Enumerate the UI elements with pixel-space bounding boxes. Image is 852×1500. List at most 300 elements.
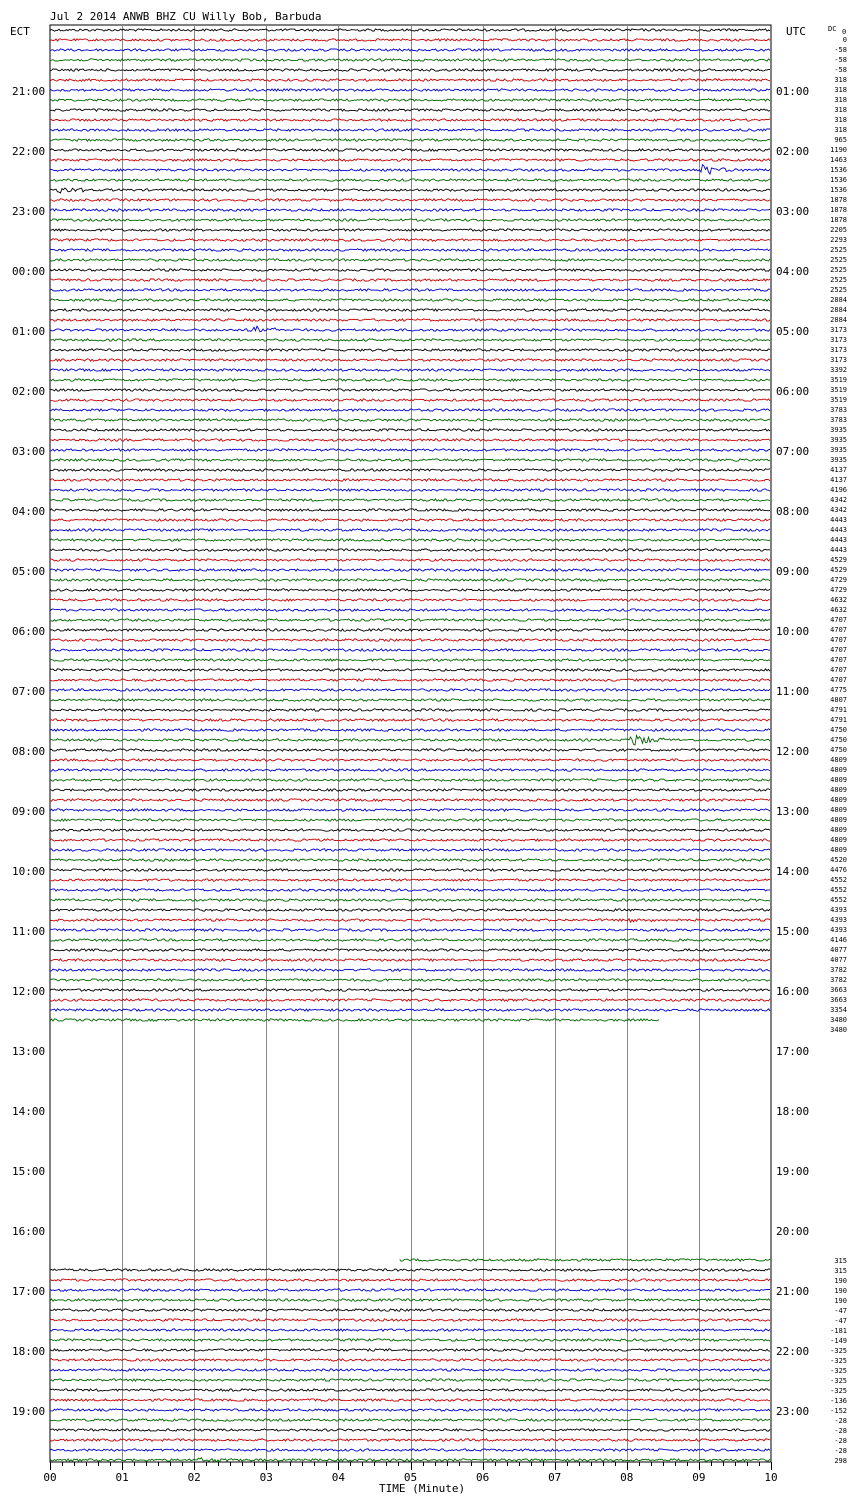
dc-offset-value: 4077	[830, 956, 847, 964]
dc-offset-value: 4476	[830, 866, 847, 874]
dc-offset-value: 298	[834, 1457, 847, 1465]
seismic-trace	[50, 99, 770, 101]
seismic-trace	[50, 359, 770, 361]
seismic-trace	[50, 779, 770, 781]
seismic-trace	[50, 629, 770, 631]
seismic-trace	[50, 1319, 770, 1321]
seismic-trace	[50, 999, 770, 1001]
seismic-trace	[50, 379, 770, 381]
seismic-trace	[50, 529, 770, 531]
x-tick-label: 03	[259, 1471, 273, 1484]
dc-offset-value: 2884	[830, 306, 847, 314]
left-hour-label: 16:00	[12, 1225, 46, 1238]
right-hour-label: 09:00	[776, 565, 810, 578]
dc-offset-value: 4529	[830, 556, 847, 564]
seismic-trace	[50, 509, 770, 511]
dc-offset-value: 3782	[830, 976, 847, 984]
seismic-trace	[50, 429, 770, 431]
left-hour-label: 23:00	[12, 205, 46, 218]
seismic-trace	[50, 899, 770, 901]
dc-offset-value: 4393	[830, 916, 847, 924]
seismic-trace	[50, 179, 770, 181]
right-hour-label: 05:00	[776, 325, 810, 338]
seismic-trace	[50, 1009, 770, 1011]
dc-offset-value: 4809	[830, 776, 847, 784]
seismic-trace	[50, 1369, 770, 1371]
seismic-trace	[50, 859, 770, 861]
seismic-trace	[50, 389, 770, 391]
seismic-trace	[50, 1299, 770, 1301]
dc-offset-value: 315	[834, 1257, 847, 1265]
dc-offset-value: 2884	[830, 316, 847, 324]
right-hour-label: 12:00	[776, 745, 810, 758]
left-hour-label: 22:00	[12, 145, 46, 158]
seismic-trace	[50, 789, 770, 791]
seismic-trace	[50, 1379, 770, 1381]
right-hour-label: 11:00	[776, 685, 810, 698]
dc-offset-value: 3935	[830, 446, 847, 454]
dc-offset-value: 4809	[830, 786, 847, 794]
dc-offset-value: 3354	[830, 1006, 847, 1014]
left-hour-label: 07:00	[12, 685, 46, 698]
dc-offset-value: -58	[834, 46, 847, 54]
seismic-trace	[50, 569, 770, 571]
left-hour-label: 11:00	[12, 925, 46, 938]
dc-offset-value: -28	[834, 1417, 847, 1425]
seismic-trace	[50, 489, 770, 491]
seismic-trace	[50, 249, 770, 251]
dc-offset-value: 4393	[830, 926, 847, 934]
dc-offset-value: -152	[830, 1407, 847, 1415]
left-hour-label: 21:00	[12, 85, 46, 98]
right-hour-label: 18:00	[776, 1105, 810, 1118]
dc-offset-value: 4809	[830, 796, 847, 804]
dc-offset-value: -47	[834, 1317, 847, 1325]
seismic-trace	[50, 639, 770, 641]
dc-offset-value: 0	[842, 36, 847, 44]
dc-offset-value: 1878	[830, 196, 847, 204]
right-hour-label: 03:00	[776, 205, 810, 218]
chart-title: Jul 2 2014 ANWB BHZ CU Willy Bob, Barbuda	[50, 10, 322, 23]
dc-offset-value: 3663	[830, 986, 847, 994]
dc-offset-value: 4809	[830, 756, 847, 764]
left-hour-label: 00:00	[12, 265, 46, 278]
seismic-trace	[50, 139, 770, 141]
dc-offset-value: 3480	[830, 1016, 847, 1024]
dc-offset-value: 3519	[830, 396, 847, 404]
seismic-trace	[50, 1399, 770, 1401]
seismic-trace	[50, 279, 770, 281]
dc-offset-value: 3783	[830, 416, 847, 424]
x-tick-label: 04	[331, 1471, 346, 1484]
dc-offset-value: 3173	[830, 356, 847, 364]
dc-offset-value: 190	[834, 1287, 847, 1295]
seismic-trace	[50, 919, 770, 923]
seismic-trace	[50, 609, 770, 611]
seismic-trace	[50, 589, 770, 591]
dc-offset-value: 4707	[830, 656, 847, 664]
right-hour-label: 14:00	[776, 865, 810, 878]
seismic-trace	[50, 165, 770, 175]
dc-offset-value: 4791	[830, 716, 847, 724]
dc-offset-value: 318	[834, 76, 847, 84]
seismic-trace	[50, 929, 770, 931]
dc-offset-value: 4809	[830, 836, 847, 844]
dc-offset-value: -47	[834, 1307, 847, 1315]
left-hour-label: 01:00	[12, 325, 46, 338]
seismic-trace	[50, 119, 770, 121]
dc-offset-value: -136	[830, 1397, 847, 1405]
dc-offset-value: 1878	[830, 206, 847, 214]
seismic-trace	[50, 829, 770, 831]
dc-offset-value: 318	[834, 106, 847, 114]
seismic-trace	[50, 349, 770, 351]
seismic-trace	[50, 1389, 770, 1391]
dc-offset-value: 1190	[830, 146, 847, 154]
seismic-trace	[50, 239, 770, 241]
dc-offset-value: 4707	[830, 676, 847, 684]
dc-offset-value: -58	[834, 66, 847, 74]
x-tick-label: 10	[764, 1471, 778, 1484]
right-timezone-label: UTC	[786, 25, 806, 38]
seismic-trace	[50, 689, 770, 691]
seismic-trace	[50, 769, 770, 771]
dc-offset-value: 4552	[830, 886, 847, 894]
left-hour-label: 02:00	[12, 385, 46, 398]
seismic-trace	[400, 1259, 771, 1261]
seismic-trace	[50, 559, 770, 561]
dc-offset-value: 2205	[830, 226, 847, 234]
seismic-trace	[50, 839, 770, 841]
dc-offset-value: 4807	[830, 696, 847, 704]
seismic-trace	[50, 599, 770, 601]
dc-offset-value: 3935	[830, 456, 847, 464]
seismic-trace	[50, 229, 770, 231]
seismic-trace	[50, 369, 770, 371]
seismic-trace	[50, 1279, 770, 1281]
dc-offset-value: 2525	[830, 276, 847, 284]
seismic-trace	[50, 735, 770, 745]
dc-offset-value: -181	[830, 1327, 847, 1335]
left-hour-label: 18:00	[12, 1345, 46, 1358]
dc-offset-value: 3480	[830, 1026, 847, 1034]
right-hour-label: 06:00	[776, 385, 810, 398]
seismic-trace	[50, 619, 770, 621]
right-hour-label: 15:00	[776, 925, 810, 938]
left-hour-label: 12:00	[12, 985, 46, 998]
seismic-trace	[50, 69, 770, 71]
dc-offset-value: 1463	[830, 156, 847, 164]
dc-offset-value: 4791	[830, 706, 847, 714]
dc-offset-value: 4632	[830, 606, 847, 614]
seismic-trace	[50, 326, 770, 332]
dc-offset-value: 4552	[830, 896, 847, 904]
seismic-trace	[50, 669, 770, 671]
dc-offset-value: 1536	[830, 166, 847, 174]
seismic-trace	[50, 199, 770, 201]
dc-offset-value: 4750	[830, 736, 847, 744]
right-hour-label: 20:00	[776, 1225, 810, 1238]
dc-offset-value: -149	[830, 1337, 847, 1345]
dc-offset-value: 4342	[830, 506, 847, 514]
dc-offset-value: 2525	[830, 256, 847, 264]
seismic-trace	[50, 309, 770, 311]
seismic-trace	[50, 159, 770, 161]
right-hour-label: 10:00	[776, 625, 810, 638]
dc-offset-value: 4809	[830, 826, 847, 834]
seismic-trace	[50, 289, 770, 291]
left-hour-label: 05:00	[12, 565, 46, 578]
dc-offset-value: 4146	[830, 936, 847, 944]
right-hour-label: 17:00	[776, 1045, 810, 1058]
seismic-trace	[50, 339, 770, 341]
seismic-trace	[50, 699, 770, 701]
dc-offset-value: 4750	[830, 746, 847, 754]
seismic-trace	[50, 1339, 770, 1341]
dc-offset-value: 4443	[830, 536, 847, 544]
seismic-trace	[50, 1289, 770, 1291]
dc-header-label: DC	[828, 25, 837, 33]
seismic-trace	[50, 759, 770, 761]
dc-offset-value: 4137	[830, 466, 847, 474]
left-hour-label: 10:00	[12, 865, 46, 878]
dc-offset-value: 4809	[830, 806, 847, 814]
dc-offset-value: 3392	[830, 366, 847, 374]
dc-offset-value: 4707	[830, 646, 847, 654]
seismic-trace	[50, 49, 770, 51]
right-hour-label: 04:00	[776, 265, 810, 278]
dc-offset-value: 318	[834, 126, 847, 134]
seismic-trace	[50, 719, 770, 721]
seismic-trace	[50, 979, 770, 981]
seismic-trace	[50, 419, 770, 421]
left-timezone-label: ECT	[10, 25, 30, 38]
seismic-trace	[50, 969, 770, 971]
seismic-trace	[50, 1449, 770, 1451]
dc-offset-value: 4077	[830, 946, 847, 954]
dc-offset-value: 2293	[830, 236, 847, 244]
right-hour-label: 07:00	[776, 445, 810, 458]
dc-offset-value: 318	[834, 116, 847, 124]
dc-offset-value: 318	[834, 86, 847, 94]
seismic-trace	[50, 799, 770, 801]
seismic-trace	[50, 649, 770, 651]
dc-offset-value: 965	[834, 136, 847, 144]
seismic-trace	[50, 319, 770, 321]
seismic-trace	[50, 1439, 770, 1441]
seismic-trace	[50, 579, 770, 581]
seismic-trace	[50, 519, 770, 521]
right-hour-label: 22:00	[776, 1345, 810, 1358]
seismic-trace	[50, 959, 770, 961]
dc-offset-value: 4137	[830, 476, 847, 484]
seismic-trace	[50, 889, 770, 891]
seismic-trace	[50, 869, 770, 871]
seismic-trace	[50, 749, 770, 751]
dc-offset-value: 190	[834, 1277, 847, 1285]
seismic-trace	[50, 149, 770, 151]
dc-offset-value: 3173	[830, 346, 847, 354]
x-tick-label: 02	[187, 1471, 201, 1484]
left-hour-label: 19:00	[12, 1405, 46, 1418]
left-hour-label: 06:00	[12, 625, 46, 638]
seismic-trace	[50, 1409, 770, 1411]
dc-offset-value: 3935	[830, 436, 847, 444]
dc-offset-value: 4707	[830, 626, 847, 634]
dc-offset-value: -28	[834, 1447, 847, 1455]
dc-offset-value: -325	[830, 1367, 847, 1375]
seismic-trace	[50, 679, 770, 681]
seismic-trace	[50, 129, 770, 131]
dc-offset-value: 4809	[830, 816, 847, 824]
right-hour-label: 13:00	[776, 805, 810, 818]
seismic-trace	[50, 1419, 770, 1421]
seismic-trace	[50, 469, 770, 471]
dc-offset-value: 4729	[830, 586, 847, 594]
seismic-trace	[50, 539, 770, 542]
seismic-trace	[50, 1019, 659, 1021]
seismic-trace	[50, 1349, 770, 1351]
dc-offset-value: 3519	[830, 376, 847, 384]
dc-offset-value: -325	[830, 1357, 847, 1365]
seismic-trace	[50, 39, 770, 41]
left-hour-label: 13:00	[12, 1045, 46, 1058]
left-hour-label: 03:00	[12, 445, 46, 458]
seismic-trace	[50, 29, 770, 31]
x-tick-label: 01	[115, 1471, 129, 1484]
right-hour-label: 08:00	[776, 505, 810, 518]
seismic-trace	[50, 1309, 770, 1311]
seismic-trace	[50, 439, 770, 441]
dc-offset-value: -325	[830, 1387, 847, 1395]
seismic-trace	[50, 939, 770, 941]
seismic-trace	[50, 1329, 770, 1331]
dc-offset-value: 3782	[830, 966, 847, 974]
right-hour-label: 01:00	[776, 85, 810, 98]
dc-offset-value: 318	[834, 96, 847, 104]
dc-offset-value: 3663	[830, 996, 847, 1004]
seismic-trace	[50, 59, 770, 61]
seismic-trace	[50, 1458, 770, 1462]
right-hour-label: 02:00	[776, 145, 810, 158]
dc-offset-value: 3519	[830, 386, 847, 394]
right-hour-label: 19:00	[776, 1165, 810, 1178]
dc-offset-value: 4707	[830, 636, 847, 644]
dc-offset-value: 1878	[830, 216, 847, 224]
seismic-trace	[50, 399, 770, 401]
x-tick-label: 09	[692, 1471, 706, 1484]
seismic-trace	[50, 909, 770, 911]
seismic-trace	[50, 209, 770, 211]
dc-offset-value: 2884	[830, 296, 847, 304]
dc-offset-value: 4809	[830, 766, 847, 774]
dc-offset-value: 4729	[830, 576, 847, 584]
seismic-trace	[50, 809, 770, 811]
dc-offset-value: 4529	[830, 566, 847, 574]
seismic-trace	[50, 659, 770, 661]
left-hour-label: 08:00	[12, 745, 46, 758]
seismic-trace	[50, 459, 770, 461]
dc-offset-value: 315	[834, 1267, 847, 1275]
dc-offset-value: 3173	[830, 326, 847, 334]
left-hour-label: 17:00	[12, 1285, 46, 1298]
x-axis-label: TIME (Minute)	[379, 1482, 466, 1495]
seismic-trace	[50, 849, 770, 851]
x-tick-label: 07	[548, 1471, 562, 1484]
dc-offset-value: 4342	[830, 496, 847, 504]
dc-offset-value: 2525	[830, 266, 847, 274]
seismic-trace	[50, 1269, 770, 1271]
dc-offset-value: 2525	[830, 286, 847, 294]
x-tick-label: 00	[43, 1471, 57, 1484]
seismic-trace	[50, 729, 770, 731]
left-hour-label: 14:00	[12, 1105, 46, 1118]
dc-offset-value: 190	[834, 1297, 847, 1305]
seismic-trace	[50, 819, 770, 821]
seismic-trace	[50, 109, 770, 111]
dc-offset-value: 4750	[830, 726, 847, 734]
dc-offset-value: 4443	[830, 516, 847, 524]
seismic-trace	[50, 219, 770, 221]
seismic-trace	[50, 499, 770, 501]
dc-offset-value: 4443	[830, 546, 847, 554]
dc-offset-value: 4552	[830, 876, 847, 884]
dc-first-value: 0	[842, 28, 847, 36]
dc-offset-value: 4809	[830, 846, 847, 854]
left-hour-label: 04:00	[12, 505, 46, 518]
x-tick-label: 05	[403, 1471, 418, 1484]
right-hour-label: 21:00	[776, 1285, 810, 1298]
dc-offset-value: -28	[834, 1437, 847, 1445]
seismic-trace	[50, 479, 770, 481]
seismic-trace	[50, 709, 770, 711]
x-tick-label: 06	[475, 1471, 490, 1484]
dc-offset-value: 4443	[830, 526, 847, 534]
seismic-trace	[50, 449, 770, 451]
left-hour-label: 15:00	[12, 1165, 46, 1178]
seismic-trace	[50, 409, 770, 411]
dc-offset-value: 4707	[830, 666, 847, 674]
dc-offset-value: 4707	[830, 616, 847, 624]
seismic-trace	[50, 949, 770, 951]
dc-offset-value: -58	[834, 56, 847, 64]
dc-offset-value: 4632	[830, 596, 847, 604]
seismic-trace	[50, 549, 770, 551]
dc-offset-value: -325	[830, 1377, 847, 1385]
seismic-trace	[50, 89, 770, 91]
dc-offset-value: 2525	[830, 246, 847, 254]
seismic-trace	[50, 989, 770, 991]
dc-offset-value: 1536	[830, 186, 847, 194]
seismic-trace	[50, 299, 770, 301]
seismic-trace	[50, 188, 770, 193]
dc-offset-value: 3783	[830, 406, 847, 414]
dc-offset-value: 4520	[830, 856, 847, 864]
x-tick-label: 08	[620, 1471, 634, 1484]
dc-offset-value: 4775	[830, 686, 847, 694]
seismic-trace	[50, 1359, 770, 1361]
dc-offset-value: 3173	[830, 336, 847, 344]
seismic-trace	[50, 1429, 770, 1431]
dc-offset-value: -325	[830, 1347, 847, 1355]
seismic-trace	[50, 259, 770, 261]
dc-offset-value: 3935	[830, 426, 847, 434]
right-hour-label: 23:00	[776, 1405, 810, 1418]
dc-offset-value: -28	[834, 1427, 847, 1435]
seismic-trace	[50, 879, 770, 881]
dc-offset-value: 4393	[830, 906, 847, 914]
dc-offset-value: 1536	[830, 176, 847, 184]
